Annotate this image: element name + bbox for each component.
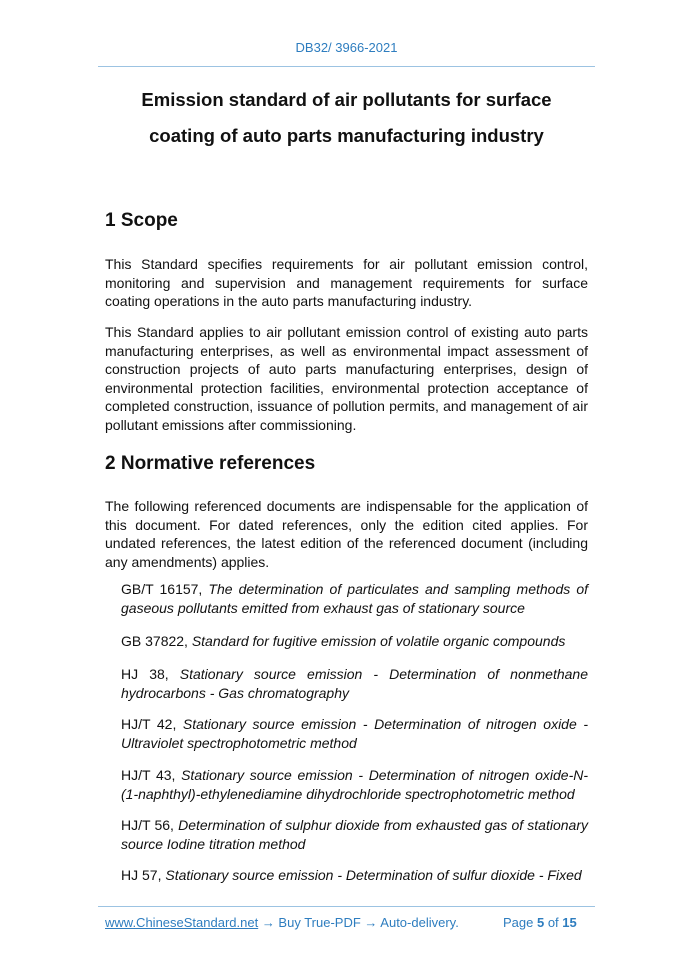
header-divider — [98, 66, 595, 67]
references-intro-paragraph: The following referenced documents are indispensable for the application of this document. For dated references, only the edition cited applies. For undated references, the latest edition of the referenced document (including any amendments) applies. — [105, 498, 588, 570]
section-heading-normative-references: 2 Normative references — [105, 453, 316, 474]
header-doc-code: DB32/ 3966-2021 — [295, 40, 398, 55]
reference-title: Stationary source emission - Determination of nonmethane hydrocarbons - Gas chromatography — [121, 666, 588, 701]
reference-item — [121, 816, 588, 853]
current-page: 5 — [536, 915, 545, 930]
reference-item — [121, 580, 588, 617]
footer-promo — [105, 915, 459, 930]
reference-item — [121, 766, 588, 803]
reference-item — [121, 866, 588, 885]
section-heading-scope: 1 Scope — [105, 210, 178, 231]
reference-code: HJ/T 56, — [121, 817, 179, 833]
page-number — [503, 915, 577, 930]
reference-title: Stationary source emission - Determination of nitrogen oxide - Ultraviolet spectrophotometric method — [121, 716, 588, 751]
reference-item — [121, 665, 588, 702]
footer-site-link[interactable]: www.ChineseStandard.net — [105, 915, 259, 930]
reference-title: Stationary source emission - Determination of sulfur dioxide - Fixed — [165, 867, 582, 883]
total-pages: 15 — [562, 915, 577, 930]
reference-title: Standard for fugitive emission of volatile organic compounds — [191, 633, 566, 649]
reference-code: HJ/T 43, — [121, 767, 182, 783]
reference-title: Stationary source emission - Determination of nitrogen oxide-N-(1-naphthyl)-ethylenediamine dihydrochloride spectrophotometric method — [121, 767, 588, 802]
footer-tagline: → Buy True-PDF → Auto-delivery. — [258, 915, 459, 930]
reference-item — [121, 632, 588, 651]
title-line-1: Emission standard of air pollutants for surface — [141, 89, 552, 110]
document-title — [98, 82, 595, 154]
reference-code: GB/T 16157, — [121, 581, 209, 597]
reference-title: The determination of particulates and sampling methods of gaseous pollutants emitted from exhaust gas of stationary source — [121, 581, 589, 616]
page-label: Page — [503, 915, 537, 930]
footer-divider — [98, 906, 595, 907]
scope-paragraph-2: This Standard applies to air pollutant emission control of existing auto parts manufacturing enterprises, as well as environmental impact assessment of construction projects of auto parts manufacturing enterprises, design of environmental protection facilities, environmental protection acceptance of completed construction, issuance of pollution permits, and management of air pollutant emissions after commissioning. — [105, 324, 588, 433]
scope-paragraph-1: This Standard specifies requirements for air pollutant emission control, monitoring and supervision and management requirements for surface coating operations in the auto parts manufacturing industry. — [105, 256, 588, 310]
reference-code: GB 37822, — [121, 633, 192, 649]
reference-code: HJ 57, — [121, 867, 166, 883]
reference-code: HJ 38, — [121, 666, 180, 682]
reference-title: Determination of sulphur dioxide from exhausted gas of stationary source Iodine titration method — [121, 817, 588, 852]
reference-item — [121, 715, 588, 752]
title-line-2: coating of auto parts manufacturing industry — [149, 125, 544, 146]
of-label: of — [544, 915, 563, 930]
reference-code: HJ/T 42, — [121, 716, 183, 732]
